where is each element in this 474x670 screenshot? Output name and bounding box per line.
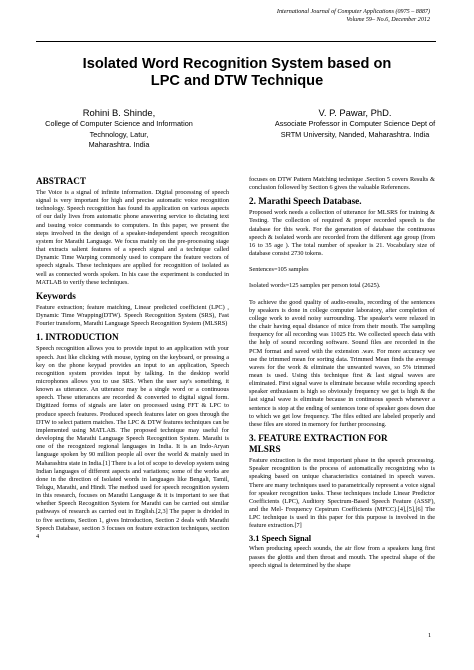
author-2	[250, 107, 460, 140]
title-line-1: Isolated Word Recognition System based on	[82, 56, 392, 72]
author-name: Rohini B. Shinde,	[82, 107, 156, 118]
author-affiliation: Associate Professor in Computer Science Dept of	[274, 119, 436, 128]
section-2-text-continued: To achieve the good quality of audio-results, recording of the sentences by speakers is done in college computer laboratory, after completion of college work to avoid noisy surrounding. The speaker's were relaxed in the chair having equal distance of mice from their mouth. The sampling frequency for all recording was 11025 Hz. We collected speech data with the help of sound recording software. Sound files are recorded in the PCM format and saved with the extension .wav. For more accuracy we use the trimmed mean for sorting data. Trimmed Mean finds the average waves for the work & eliminate the unwanted waves, so 5% trimmed mean is used. Using this technique first & last signal waves are eliminated. First signal wave is eliminate because while recording speech speaker enthusiasm is high so obviously frequency we get is high & the last signal wave is eliminate because in continuous speech whenever a sentence is stop at the ending of sentences tone of speaker goes down due to which we get low frequency. The files edited are labeled properly and these files are stored in memory for further processing.	[249, 298, 435, 428]
section-3-1-text: When producing speech sounds, the air flow from a speakers lung first passes the glottis and then throat and mouth. The spectral shape of the speech signal is determined by the shape	[249, 545, 435, 569]
abstract-heading: ABSTRACT	[36, 176, 87, 186]
section-3-heading	[249, 433, 435, 455]
introduction-heading: 1. INTRODUCTION	[36, 332, 119, 343]
journal-volume: Volume 59– No.6, December 2012	[346, 17, 430, 23]
section-2-text: Proposed work needs a collection of utterance for MLSRS for training & Testing. The collection of required & proper recorded speech is the database for this work. For the generation of database the continuous speech & isolated words are recorded from the different age group (from 16 to 35 age ). The total number of speaker is 21. Vocabulary size of database consist 2730 tokens.	[249, 209, 435, 258]
section-3-text: Feature extraction is the most important phase in the speech processing. Speaker recognition is the process of automatically recognizing who is speaking based on unique characteristics contained in speech waves. There are many techniques used to parametrically represent a voice signal for speaker recognition tasks. These techniques include Linear Predictor Coefficients (LPC), Auditory Spectrum-Based Speech Feature (ASSF), and the Mel- Frequency Cepstrum Coefficients (MFCC).[4],[5],[6] The LPC technique is used in this paper for this purpose is involved in the feature extraction.[7]	[249, 457, 435, 530]
introduction-continued: focuses on DTW Pattern Matching technique .Section 5 covers Results & conclusion followed by Section 6 gives the valuable References.	[249, 176, 435, 192]
keywords-text: Feature extraction; feature matching, Linear predicted coefficient (LPC) , Dynamic Time Wrapping(DTW). Speech Recognition System (SRS), Fast Fourier transform, Marathi Language Speech Recognition System (MLSRS)	[36, 303, 229, 328]
section-3-heading-line-2: MLSRS	[249, 444, 281, 455]
section-2-heading: 2. Marathi Speech Database.	[249, 196, 362, 207]
author-affiliation: Maharashtra. India	[88, 140, 150, 149]
right-column	[249, 176, 435, 570]
isolated-words-count: Isolated words=125 samples per person total (2625).	[249, 282, 381, 290]
page-number: 1	[428, 632, 432, 639]
journal-name: International Journal of Computer Applications (0975 – 8887)	[276, 9, 430, 15]
section-3-1-heading: 3.1 Speech Signal	[249, 534, 312, 544]
sentences-count: Sentences=105 samples	[249, 266, 309, 274]
author-affiliation: SRTM University, Nanded, Maharashtra. India	[280, 129, 430, 139]
keywords-heading: Keywords	[36, 290, 76, 301]
section-3-heading-line-1: 3. FEATURE EXTRACTION FOR	[249, 433, 388, 444]
introduction-text: Speech recognition allows you to provide input to an application with your speech. Just like clicking with mouse, typing on the keyboard, or pressing a key on the phone keypad provides an input to an application, Speech recognition system provides input by talking. In the desktop world microphones allows you to use SRS. When the user say's something, it known as utterance. An utterance may be a single word or a continuous speech. These utterances are recorded & converted to digital signal form. Digitized forms of signals are later on processed using FFT & LPC to produce speech features. Produced speech features later on goes through the DTW to select pattern matches. The LPC & DTW features techniques can be implemented using MATLAB. The proposed technique may useful for developing the Marathi Language Speech Recognition System. Marathi is one of the recognized regional languages in India. It is an Indo-Aryan language spoken by 90 million people all over the world & mainly used in Maharashtra state in India.[1] There is a lot of scope to develop system using Indian languages of different aspects and variations; some of the works are done in the direction of Isolated words in languages like Bengali, Tamil, Telugu, Marathi, and Hindi. The method used for speech recognition system in this research, focuses on Marathi Language & it is important to see that whether Speech Recognition System for Marathi can be carried out similar pathways of research as carried out in English.[2,3] The paper is divided in to five sections, Section 1, gives Introduction, Section 2 deals with Marathi Speech Database, section 3 focuses on feature extraction techniques, section 4	[36, 345, 229, 540]
left-column	[36, 176, 229, 541]
title-line-2: LPC and DTW Technique	[150, 73, 324, 89]
abstract-text: The Voice is a signal of infinite information. Digital processing of speech signal is very important for high and precise automatic voice recognition technology. Speech recognition has found its application on various aspects of our daily lives from automatic phone answering service to dictating text and issuing voice commands to computers. In this paper, we present the steps involved in the design of a speaker-independent speech recognition system for Marathi Language. We focus mainly on the pre-processing stage that extracts salient features of a speech signal and a technique called Dynamic Time Warping commonly used to compare the feature vectors of speech signals. These techniques are applied for recognition of isolated as well as connected words spoken. In his case the experiment is conducted in MATLAB to verify these techniques.	[36, 189, 229, 286]
author-name: V. P. Pawar, PhD.	[318, 107, 392, 118]
author-affiliation: Technology, Latur,	[89, 129, 149, 139]
paper-title	[0, 56, 474, 90]
author-1	[14, 107, 224, 151]
header-rule	[36, 41, 436, 42]
author-affiliation: College of Computer Science and Information	[45, 119, 193, 128]
journal-header	[277, 8, 430, 24]
